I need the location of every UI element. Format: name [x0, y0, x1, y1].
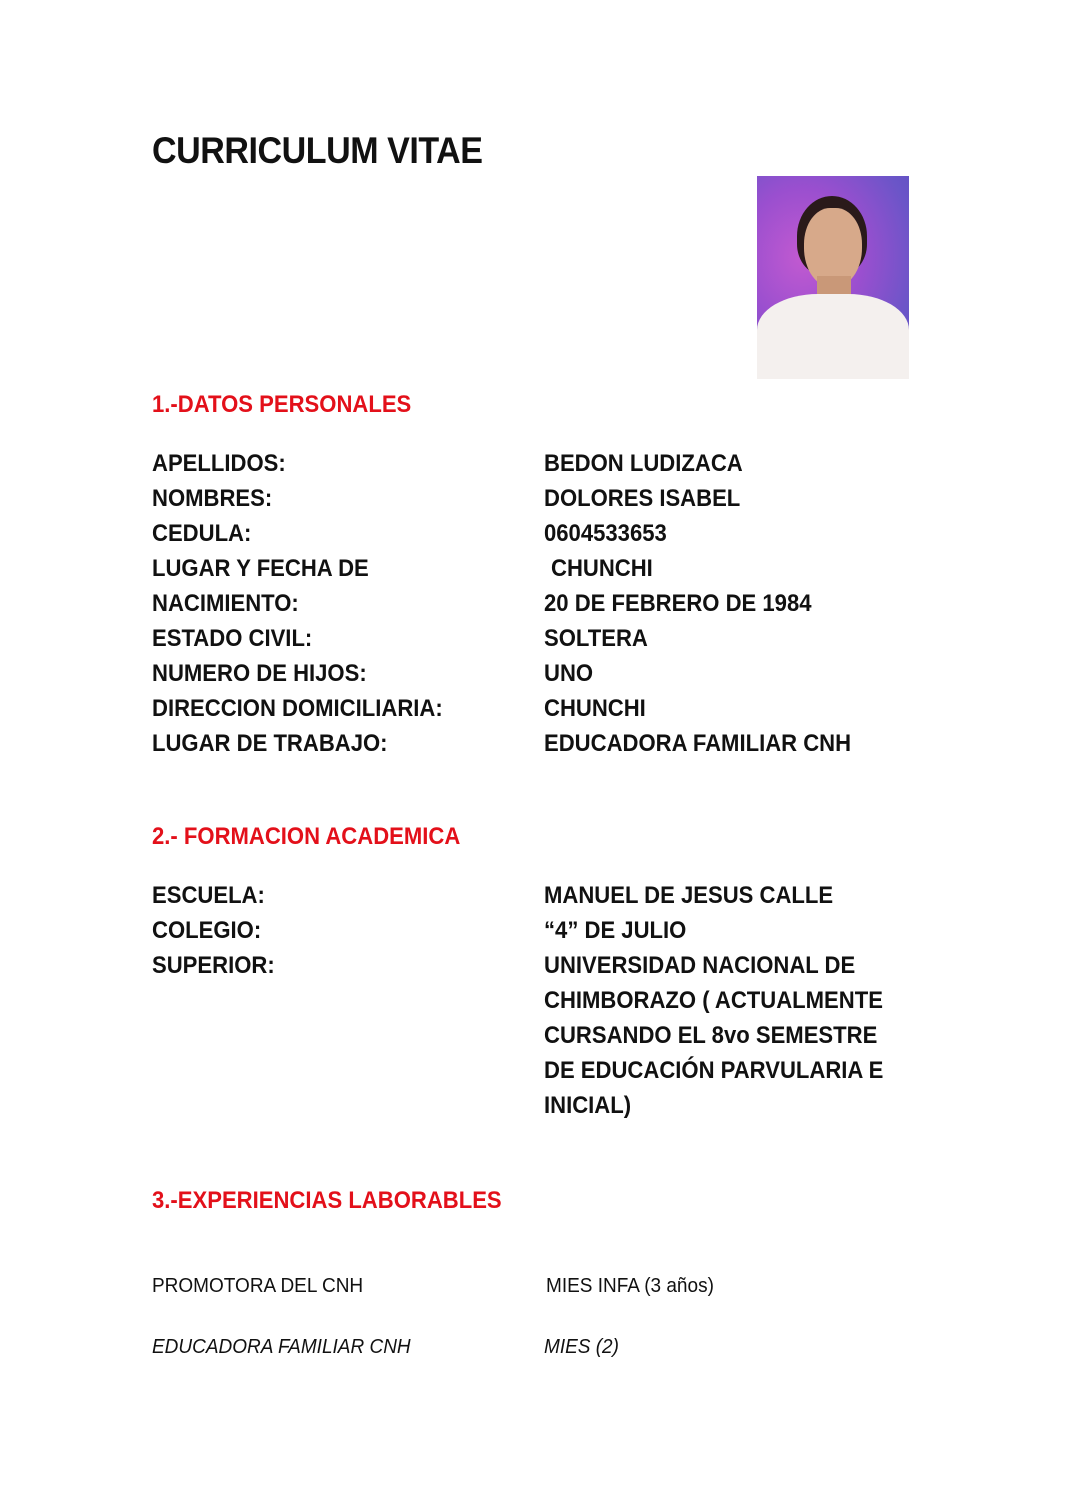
field-label: NOMBRES:: [152, 485, 273, 512]
field-label: DIRECCION DOMICILIARIA:: [152, 695, 443, 722]
document-title: CURRICULUM VITAE: [152, 130, 483, 171]
superior-line: INICIAL): [544, 1092, 632, 1119]
field-label: NACIMIENTO:: [152, 590, 299, 617]
field-label: ESTADO CIVIL:: [152, 625, 313, 652]
superior-line: CURSANDO EL 8vo SEMESTRE: [544, 1022, 878, 1049]
field-value: SOLTERA: [544, 625, 648, 652]
field-value: EDUCADORA FAMILIAR CNH: [544, 730, 852, 757]
superior-line: DE EDUCACIÓN PARVULARIA E: [544, 1057, 884, 1084]
field-label: NUMERO DE HIJOS:: [152, 660, 367, 687]
section-heading-academic: 2.- FORMACION ACADEMICA: [152, 823, 461, 850]
job-title: EDUCADORA FAMILIAR CNH: [152, 1336, 411, 1358]
field-value: CHUNCHI: [551, 555, 653, 582]
superior-value: [544, 948, 964, 1123]
field-label: SUPERIOR:: [152, 952, 275, 979]
field-value: BEDON LUDIZACA: [544, 450, 743, 477]
job-employer: MIES INFA (3 años): [546, 1275, 714, 1297]
section-heading-experience: 3.-EXPERIENCIAS LABORABLES: [152, 1187, 502, 1214]
field-value: “4” DE JULIO: [544, 917, 687, 944]
field-value: 0604533653: [544, 520, 667, 547]
field-value: MANUEL DE JESUS CALLE: [544, 882, 834, 909]
field-value: UNO: [544, 660, 594, 687]
photo-shirt: [757, 294, 909, 379]
job-title: PROMOTORA DEL CNH: [152, 1275, 364, 1297]
field-label: CEDULA:: [152, 520, 252, 547]
superior-line: UNIVERSIDAD NACIONAL DE: [544, 952, 856, 979]
field-label: LUGAR DE TRABAJO:: [152, 730, 388, 757]
field-label: ESCUELA:: [152, 882, 265, 909]
field-label: COLEGIO:: [152, 917, 262, 944]
section-heading-personal: 1.-DATOS PERSONALES: [152, 391, 412, 418]
field-value: 20 DE FEBRERO DE 1984: [544, 590, 812, 617]
profile-photo: [757, 176, 909, 379]
superior-line: CHIMBORAZO ( ACTUALMENTE: [544, 987, 883, 1014]
field-label: APELLIDOS:: [152, 450, 286, 477]
job-employer: MIES (2): [544, 1336, 619, 1358]
field-value: CHUNCHI: [544, 695, 646, 722]
field-value: DOLORES ISABEL: [544, 485, 741, 512]
field-label: LUGAR Y FECHA DE: [152, 555, 369, 582]
